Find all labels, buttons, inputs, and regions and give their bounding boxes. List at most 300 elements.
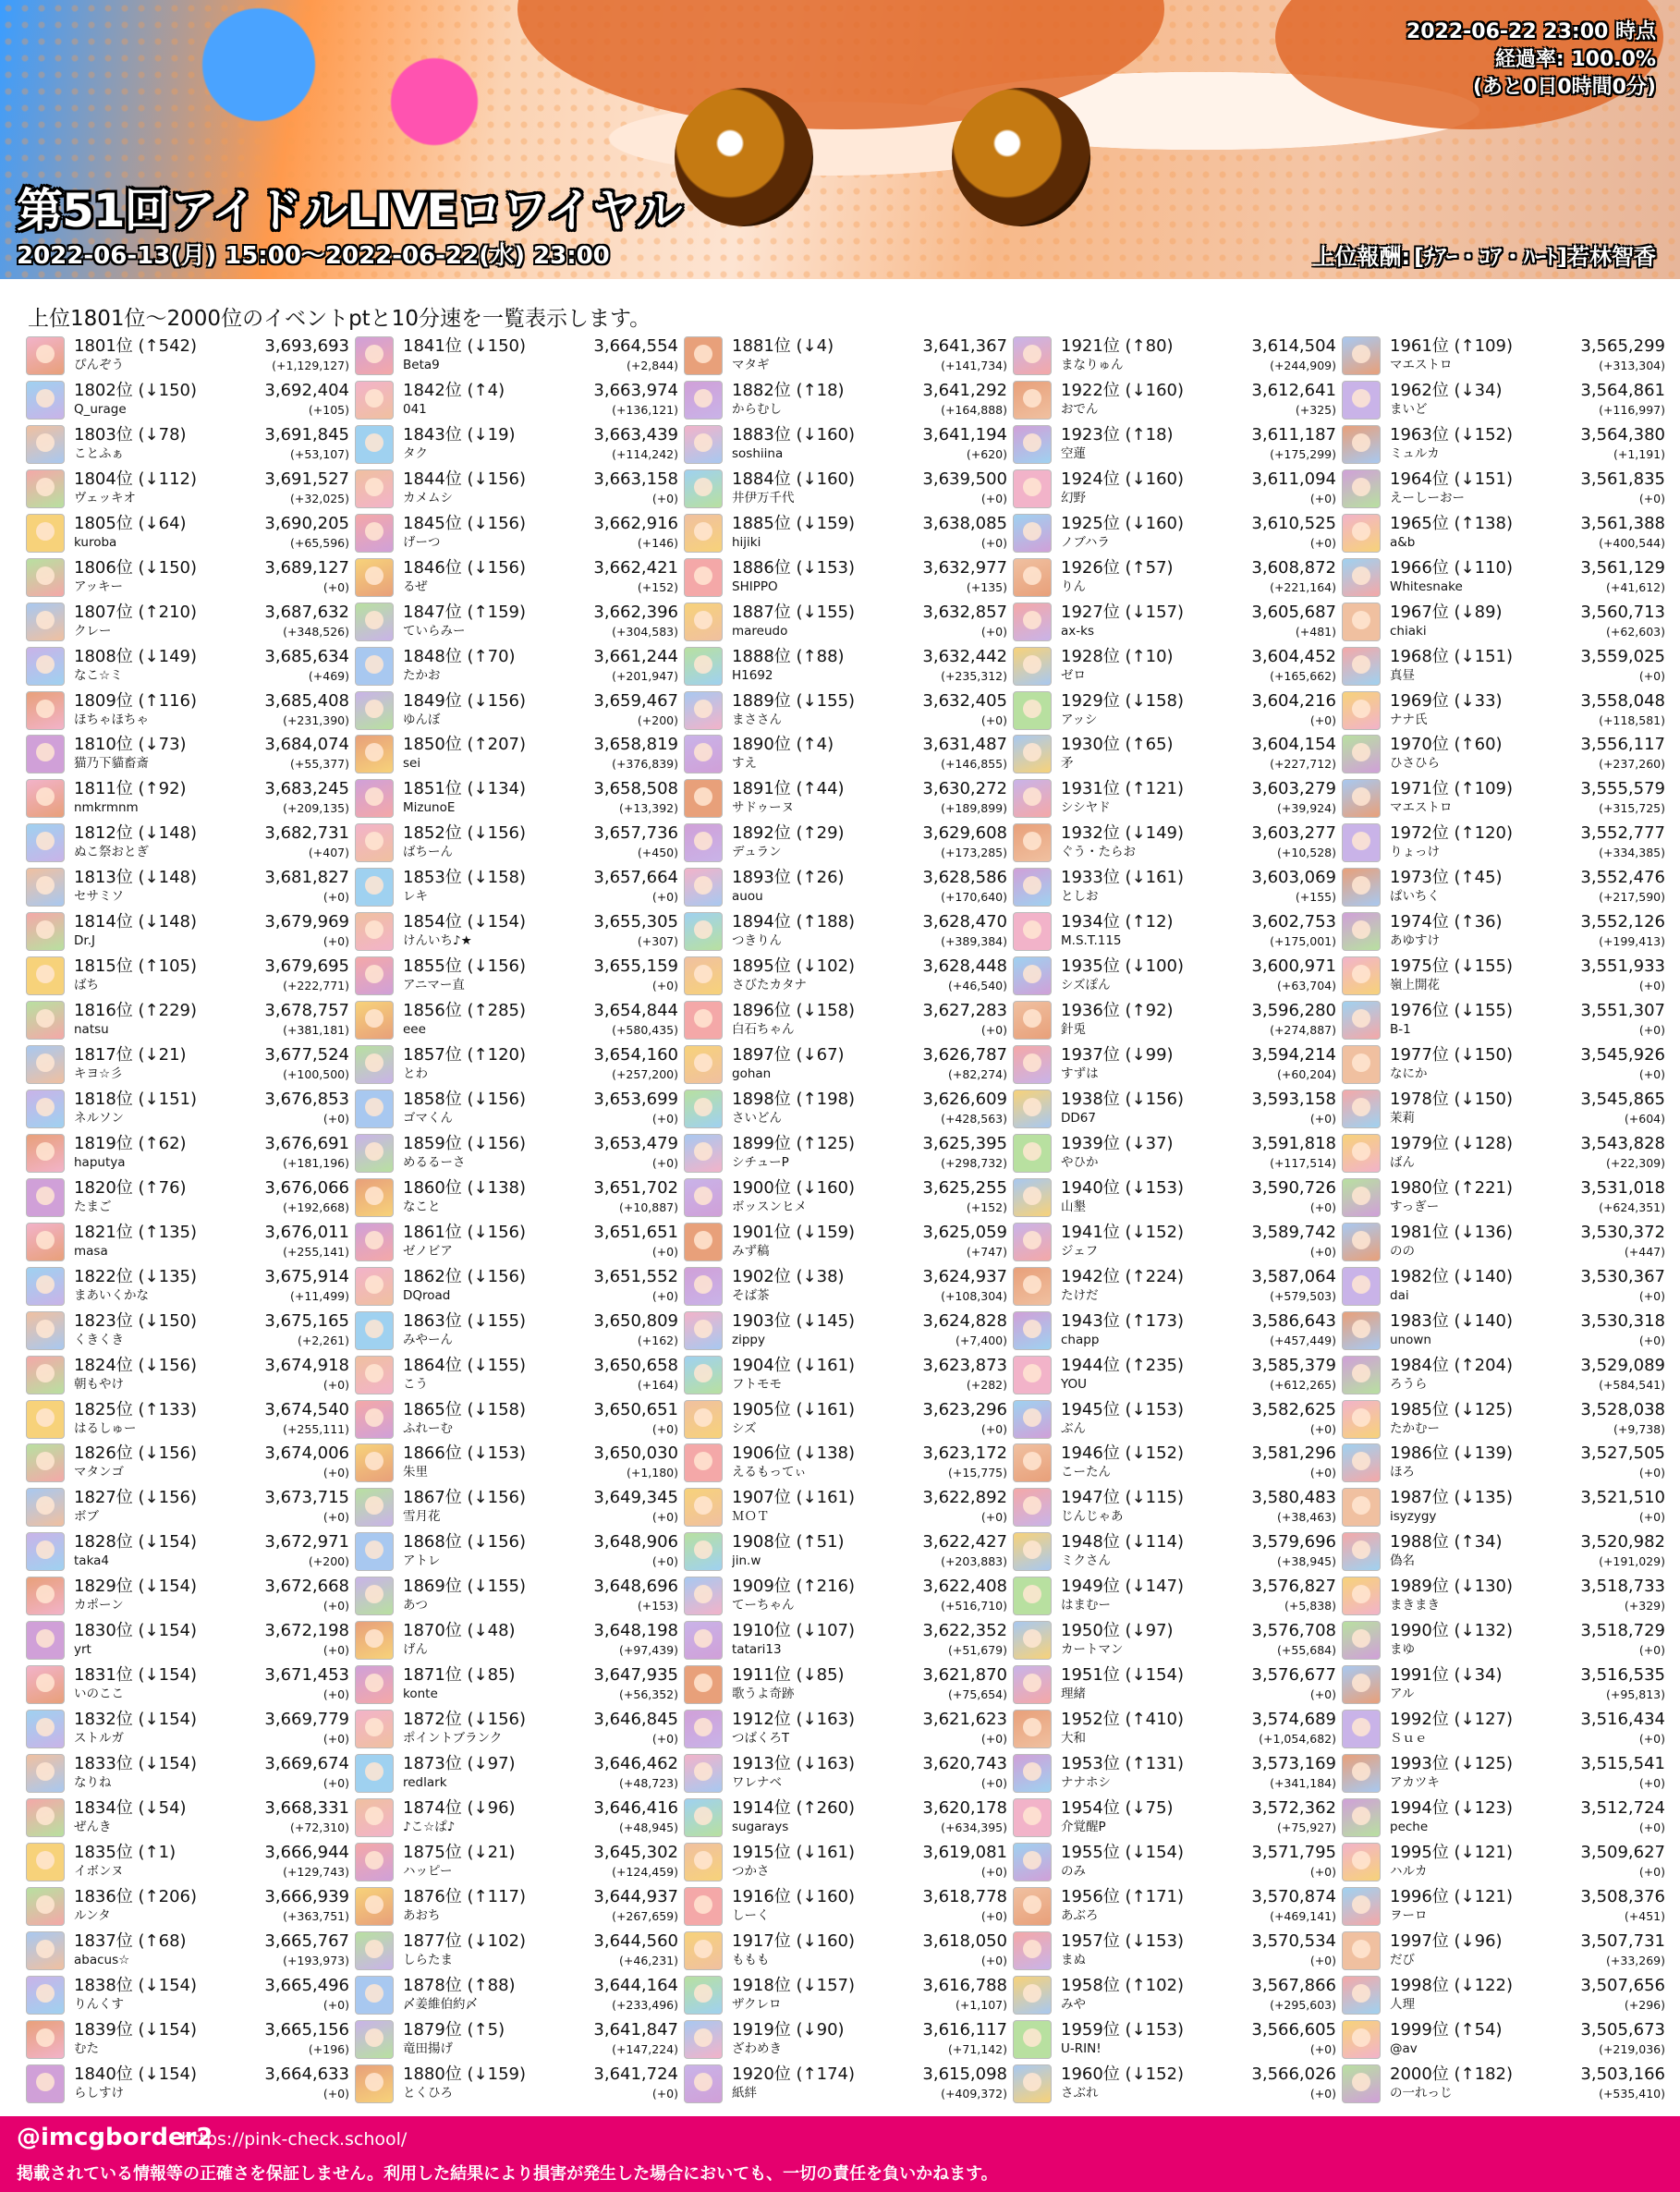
entry-info	[74, 1223, 355, 1260]
ranking-row	[1013, 1398, 1342, 1443]
entry-main-line	[1390, 1488, 1665, 1508]
entry-sub-line	[732, 1774, 1007, 1792]
ten-minute-speed: (+51,679)	[948, 1643, 1007, 1658]
entry-main-line	[1061, 1443, 1336, 1464]
entry-sub-line	[732, 1376, 1007, 1394]
entry-sub-line	[1061, 445, 1336, 463]
event-points: 3,662,916	[593, 513, 678, 533]
event-points: 3,681,827	[264, 868, 349, 888]
ten-minute-speed: (+298,732)	[941, 1155, 1007, 1170]
event-points: 3,626,609	[922, 1089, 1007, 1109]
entry-main-line	[1061, 425, 1336, 445]
rank-and-change: 1819位 (↑62)	[74, 1133, 187, 1153]
entry-main-line	[1390, 603, 1665, 623]
ten-minute-speed: (+181,196)	[283, 1155, 349, 1170]
ten-minute-speed: (+164,888)	[941, 402, 1007, 417]
idol-avatar-icon	[355, 1843, 394, 1881]
entry-sub-line	[74, 623, 349, 640]
entry-main-line	[732, 1178, 1007, 1199]
rank-and-change: 1974位 (↑36)	[1390, 912, 1503, 932]
event-points: 3,665,156	[264, 2019, 349, 2040]
entry-main-line	[1061, 514, 1336, 534]
entry-info	[74, 469, 355, 507]
entry-sub-line	[403, 357, 678, 374]
event-points: 3,585,379	[1251, 1355, 1336, 1375]
ten-minute-speed: (+0)	[1309, 1466, 1336, 1480]
entry-main-line	[1390, 1001, 1665, 1021]
ten-minute-speed: (+222,771)	[283, 979, 349, 993]
producer-name: ♪こ☆ぱ♪	[403, 1819, 456, 1834]
entry-main-line	[1061, 1798, 1336, 1819]
ten-minute-speed: (+0)	[980, 1510, 1007, 1525]
entry-sub-line	[403, 578, 678, 596]
entry-sub-line	[74, 1996, 349, 2014]
event-points: 3,612,641	[1251, 380, 1336, 400]
idol-avatar-icon	[684, 1001, 723, 1040]
idol-avatar-icon	[355, 2020, 394, 2059]
entry-main-line	[1061, 1621, 1336, 1641]
ten-minute-speed: (+0)	[323, 1687, 349, 1702]
entry-sub-line	[403, 1863, 678, 1881]
ten-minute-speed: (+233,496)	[612, 1997, 678, 2012]
event-points: 3,574,689	[1251, 1710, 1336, 1730]
character-eye-left	[675, 88, 813, 226]
entry-main-line	[74, 1090, 349, 1110]
event-points: 3,632,857	[922, 602, 1007, 622]
event-points: 3,648,198	[593, 1621, 678, 1641]
ten-minute-speed: (+221,164)	[1270, 579, 1336, 594]
entry-info	[74, 779, 355, 817]
entry-main-line	[732, 823, 1007, 844]
entry-main-line	[403, 1798, 678, 1819]
entry-sub-line	[74, 1464, 349, 1481]
ranking-row	[26, 512, 355, 556]
entry-info	[1061, 1621, 1342, 1659]
event-points: 3,675,914	[264, 1266, 349, 1286]
ranking-row	[26, 1530, 355, 1575]
entry-main-line	[732, 1710, 1007, 1730]
rank-and-change: 1963位 (↓152)	[1390, 424, 1514, 444]
producer-name: マタギ	[732, 358, 770, 372]
event-points: 3,572,362	[1251, 1797, 1336, 1818]
event-points: 3,628,448	[922, 956, 1007, 977]
ranking-row	[1342, 1442, 1671, 1486]
rank-and-change: 1947位 (↓115)	[1061, 1488, 1185, 1508]
entry-sub-line	[74, 578, 349, 596]
ten-minute-speed: (+381,181)	[283, 1023, 349, 1038]
entry-sub-line	[1061, 1154, 1336, 1172]
producer-name: haputya	[74, 1154, 126, 1170]
producer-name: 猫乃下貓畜斎	[74, 756, 149, 772]
entry-info	[1390, 603, 1671, 640]
entry-info	[74, 1887, 355, 1925]
entry-main-line	[732, 1754, 1007, 1774]
entry-info	[1390, 735, 1671, 773]
ranking-row	[684, 556, 1013, 601]
entry-info	[74, 912, 355, 950]
entry-sub-line	[1061, 1686, 1336, 1703]
entry-main-line	[74, 1931, 349, 1952]
idol-avatar-icon	[26, 1577, 65, 1615]
idol-avatar-icon	[684, 912, 723, 951]
entry-info	[1061, 779, 1342, 817]
ranking-row	[684, 2018, 1013, 2063]
entry-sub-line	[732, 490, 1007, 507]
rank-and-change: 2000位 (↑182)	[1390, 2064, 1514, 2084]
ranking-row	[1342, 822, 1671, 866]
event-points: 3,631,487	[922, 735, 1007, 755]
producer-name: Ｓｕｅ	[1390, 1731, 1428, 1747]
entry-sub-line	[1061, 712, 1336, 729]
ranking-row	[1342, 1575, 1671, 1619]
rank-and-change: 1908位 (↑51)	[732, 1532, 845, 1553]
entry-main-line	[1061, 381, 1336, 401]
producer-name: 白石ちゃん	[732, 1022, 795, 1038]
producer-name: sugarays	[732, 1819, 789, 1834]
entry-main-line	[1061, 1887, 1336, 1907]
entry-main-line	[74, 603, 349, 623]
entry-main-line	[1390, 1267, 1665, 1287]
rank-and-change: 1852位 (↓156)	[403, 823, 527, 844]
entry-sub-line	[1390, 445, 1665, 463]
entry-info	[1061, 1665, 1342, 1703]
entry-info	[74, 823, 355, 861]
entry-info	[1061, 956, 1342, 994]
entry-sub-line	[1390, 1819, 1665, 1836]
rank-and-change: 1922位 (↓160)	[1061, 380, 1185, 400]
ranking-row	[355, 733, 684, 777]
rank-and-change: 1931位 (↑121)	[1061, 779, 1185, 799]
entry-info	[732, 1887, 1013, 1925]
ranking-row	[684, 1043, 1013, 1088]
ranking-row	[1342, 468, 1671, 512]
ten-minute-speed: (+0)	[1638, 1776, 1665, 1790]
event-points: 3,552,476	[1580, 868, 1665, 888]
rank-and-change: 1914位 (↑260)	[732, 1797, 856, 1818]
idol-avatar-icon	[684, 956, 723, 995]
rank-and-change: 1847位 (↑159)	[403, 602, 527, 622]
entry-info	[732, 956, 1013, 994]
ranking-row	[355, 1708, 684, 1752]
entry-info	[732, 1931, 1013, 1969]
event-points: 3,566,026	[1251, 2064, 1336, 2084]
idol-avatar-icon	[355, 1090, 394, 1128]
entry-info	[74, 1356, 355, 1394]
idol-avatar-icon	[684, 1665, 723, 1704]
entry-main-line	[403, 1577, 678, 1597]
producer-name: シチューP	[732, 1154, 789, 1170]
producer-name: すえ	[732, 756, 757, 772]
event-points: 3,650,651	[593, 1399, 678, 1419]
rank-and-change: 1804位 (↓112)	[74, 469, 198, 489]
ranking-row	[684, 1221, 1013, 1265]
entry-main-line	[1061, 1488, 1336, 1508]
producer-name: M.S.T.115	[1061, 933, 1122, 949]
entry-main-line	[1390, 1887, 1665, 1907]
entry-info	[403, 1045, 684, 1083]
rank-and-change: 1882位 (↑18)	[732, 380, 845, 400]
entry-info	[1061, 1400, 1342, 1438]
ranking-row	[26, 1354, 355, 1398]
rank-and-change: 1835位 (↑1)	[74, 1842, 177, 1862]
ranking-row	[684, 866, 1013, 910]
ranking-row	[1013, 733, 1342, 777]
producer-name: しーく	[732, 1907, 770, 1923]
entry-sub-line	[732, 578, 1007, 596]
idol-avatar-icon	[1013, 1001, 1052, 1040]
entry-sub-line	[1061, 1066, 1336, 1083]
producer-name: 嶺上開花	[1390, 978, 1440, 993]
event-points: 3,608,872	[1251, 557, 1336, 578]
ten-minute-speed: (+11,499)	[290, 1288, 349, 1303]
entry-main-line	[1061, 912, 1336, 932]
entry-info	[1390, 1356, 1671, 1394]
entry-sub-line	[732, 357, 1007, 374]
producer-name: jin.w	[732, 1553, 761, 1569]
ranking-row	[684, 910, 1013, 955]
ten-minute-speed: (+135)	[966, 579, 1007, 594]
entry-main-line	[732, 647, 1007, 667]
ten-minute-speed: (+0)	[1638, 1820, 1665, 1834]
entry-sub-line	[1061, 578, 1336, 596]
ten-minute-speed: (+63,704)	[1277, 979, 1336, 993]
event-points: 3,644,560	[593, 1930, 678, 1951]
entry-info	[74, 603, 355, 640]
producer-name: タク	[403, 445, 428, 461]
entry-main-line	[403, 1267, 678, 1287]
entry-info	[74, 735, 355, 773]
idol-avatar-icon	[1013, 1577, 1052, 1615]
entry-main-line	[1061, 1754, 1336, 1774]
idol-avatar-icon	[1013, 469, 1052, 508]
producer-name: めるるーさ	[403, 1154, 466, 1170]
rank-and-change: 1813位 (↓148)	[74, 868, 198, 888]
rank-and-change: 1865位 (↓158)	[403, 1399, 527, 1419]
rank-and-change: 1900位 (↓160)	[732, 1177, 856, 1198]
rank-and-change: 1890位 (↑4)	[732, 735, 834, 755]
ten-minute-speed: (+48,945)	[619, 1820, 678, 1834]
producer-name: ハッピー	[403, 1863, 453, 1879]
entry-info	[732, 1134, 1013, 1172]
entry-main-line	[74, 336, 349, 357]
ten-minute-speed: (+0)	[1309, 1111, 1336, 1126]
event-points: 3,507,656	[1580, 1975, 1665, 1995]
entry-main-line	[732, 1001, 1007, 1021]
rank-and-change: 1858位 (↓156)	[403, 1089, 527, 1109]
ten-minute-speed: (+71,142)	[948, 2041, 1007, 2056]
event-points: 3,561,388	[1580, 513, 1665, 533]
entry-main-line	[732, 779, 1007, 799]
entry-sub-line	[732, 2040, 1007, 2058]
ranking-row	[1013, 1752, 1342, 1796]
entry-sub-line	[403, 1376, 678, 1394]
rank-and-change: 1820位 (↑76)	[74, 1177, 187, 1198]
entry-info	[403, 1090, 684, 1127]
rank-and-change: 1886位 (↓153)	[732, 557, 856, 578]
ranking-row	[26, 1974, 355, 2018]
idol-avatar-icon	[26, 735, 65, 773]
entry-sub-line	[74, 445, 349, 463]
entry-sub-line	[732, 1597, 1007, 1614]
entry-main-line	[732, 1356, 1007, 1376]
event-points: 3,571,795	[1251, 1842, 1336, 1862]
entry-main-line	[74, 1887, 349, 1907]
ranking-row	[1342, 1530, 1671, 1575]
idol-avatar-icon	[684, 558, 723, 597]
rank-and-change: 1946位 (↓152)	[1061, 1443, 1185, 1464]
producer-name: ももも	[732, 1952, 770, 1967]
ranking-grid	[26, 335, 1671, 2107]
producer-name: ナナホシ	[1061, 1775, 1111, 1790]
rank-and-change: 1854位 (↓154)	[403, 912, 527, 932]
ten-minute-speed: (+0)	[1309, 1244, 1336, 1259]
site-link[interactable]: https://pink-check.school/	[181, 2129, 408, 2149]
idol-avatar-icon	[26, 336, 65, 375]
entry-info	[1390, 691, 1671, 729]
ranking-row	[684, 1575, 1013, 1619]
entry-sub-line	[1061, 1376, 1336, 1394]
entry-main-line	[403, 647, 678, 667]
producer-name: ぱいちく	[1390, 889, 1440, 905]
producer-name: ばちーん	[403, 845, 453, 860]
entry-main-line	[74, 381, 349, 401]
idol-avatar-icon	[26, 1532, 65, 1571]
producer-name: 矛	[1061, 756, 1074, 772]
ranking-row	[1013, 1530, 1342, 1575]
ranking-row	[684, 1619, 1013, 1663]
entry-main-line	[1061, 779, 1336, 799]
entry-info	[732, 647, 1013, 685]
rank-and-change: 1846位 (↓156)	[403, 557, 527, 578]
entry-main-line	[1061, 956, 1336, 977]
entry-sub-line	[1390, 977, 1665, 994]
ranking-row	[684, 1708, 1013, 1752]
producer-name: tatari13	[732, 1642, 782, 1658]
rank-and-change: 1857位 (↑120)	[403, 1045, 527, 1065]
ranking-row	[1013, 1088, 1342, 1132]
ranking-row	[355, 777, 684, 822]
producer-name: デュラン	[732, 845, 782, 860]
entry-sub-line	[74, 1774, 349, 1792]
ranking-row	[684, 601, 1013, 645]
rank-and-change: 1884位 (↓160)	[732, 469, 856, 489]
producer-name: ジェフ	[1061, 1243, 1099, 1259]
event-points: 3,596,280	[1251, 1001, 1336, 1021]
ten-minute-speed: (+315,725)	[1599, 801, 1665, 816]
entry-info	[403, 779, 684, 817]
idol-avatar-icon	[26, 1621, 65, 1660]
producer-name: セサミソ	[74, 889, 124, 905]
rank-and-change: 1870位 (↓48)	[403, 1621, 516, 1641]
entry-main-line	[1390, 1532, 1665, 1553]
producer-name: のの	[1390, 1243, 1415, 1259]
idol-avatar-icon	[355, 956, 394, 995]
ranking-row	[684, 1398, 1013, 1443]
entry-sub-line	[1390, 1287, 1665, 1305]
entry-sub-line	[1390, 712, 1665, 729]
event-points: 3,589,742	[1251, 1222, 1336, 1242]
event-points: 3,672,971	[264, 1532, 349, 1553]
entry-info	[1390, 1223, 1671, 1260]
idol-avatar-icon	[684, 2020, 723, 2059]
ten-minute-speed: (+0)	[323, 579, 349, 594]
ranking-row	[684, 1486, 1013, 1530]
twitter-handle[interactable]: @imcgborder2	[17, 2124, 213, 2151]
entry-sub-line	[1390, 1066, 1665, 1083]
ten-minute-speed: (+105)	[308, 402, 349, 417]
producer-name: unown	[1390, 1332, 1431, 1347]
event-points: 3,627,283	[922, 1001, 1007, 1021]
ranking-column	[355, 335, 684, 2107]
producer-name: ボブ	[74, 1509, 99, 1525]
entry-info	[1061, 1710, 1342, 1748]
entry-sub-line	[403, 888, 678, 906]
rank-and-change: 1838位 (↓154)	[74, 1975, 198, 1995]
idol-avatar-icon	[1013, 1223, 1052, 1261]
event-points: 3,618,050	[922, 1930, 1007, 1951]
rank-and-change: 1968位 (↓151)	[1390, 646, 1514, 666]
producer-name: hijiki	[732, 534, 761, 550]
ten-minute-speed: (+747)	[966, 1244, 1007, 1259]
entry-sub-line	[1061, 1021, 1336, 1039]
ranking-row	[1013, 601, 1342, 645]
ten-minute-speed: (+0)	[1638, 1333, 1665, 1347]
entry-sub-line	[403, 1464, 678, 1481]
ten-minute-speed: (+22,309)	[1606, 1155, 1665, 1170]
producer-name: りょっけ	[1390, 845, 1440, 860]
ranking-row	[1342, 1486, 1671, 1530]
ten-minute-speed: (+0)	[651, 890, 678, 905]
idol-avatar-icon	[26, 1356, 65, 1394]
ranking-row	[26, 1619, 355, 1663]
idol-avatar-icon	[355, 647, 394, 686]
ranking-row	[26, 645, 355, 689]
entry-sub-line	[1061, 1952, 1336, 1969]
entry-info	[403, 1001, 684, 1039]
rank-and-change: 1945位 (↓153)	[1061, 1399, 1185, 1419]
rank-and-change: 1844位 (↓156)	[403, 469, 527, 489]
entry-sub-line	[732, 1907, 1007, 1925]
ranking-row	[1013, 468, 1342, 512]
rank-and-change: 1818位 (↓151)	[74, 1089, 198, 1109]
ranking-row	[355, 1088, 684, 1132]
producer-name: イボンヌ	[74, 1863, 124, 1879]
producer-name: ザクレロ	[732, 1996, 782, 2012]
rank-and-change: 1964位 (↓151)	[1390, 469, 1514, 489]
idol-avatar-icon	[1342, 469, 1381, 508]
event-points: 3,650,658	[593, 1355, 678, 1375]
ranking-row	[1013, 999, 1342, 1043]
event-points: 3,662,396	[593, 602, 678, 622]
entry-sub-line	[403, 844, 678, 861]
rank-and-change: 1902位 (↓38)	[732, 1266, 845, 1286]
producer-name: まあいくかな	[74, 1287, 149, 1303]
ten-minute-speed: (+0)	[323, 890, 349, 905]
ten-minute-speed: (+32,025)	[290, 491, 349, 505]
entry-main-line	[1061, 603, 1336, 623]
entry-info	[1061, 691, 1342, 729]
ranking-column	[1013, 335, 1342, 2107]
entry-main-line	[74, 1443, 349, 1464]
entry-sub-line	[403, 755, 678, 773]
ranking-row	[355, 955, 684, 999]
event-points: 3,676,066	[264, 1177, 349, 1198]
rank-and-change: 1808位 (↓149)	[74, 646, 198, 666]
idol-avatar-icon	[684, 1223, 723, 1261]
rank-and-change: 1906位 (↓138)	[732, 1443, 856, 1464]
ten-minute-speed: (+0)	[980, 712, 1007, 727]
rank-and-change: 1856位 (↑285)	[403, 1001, 527, 1021]
